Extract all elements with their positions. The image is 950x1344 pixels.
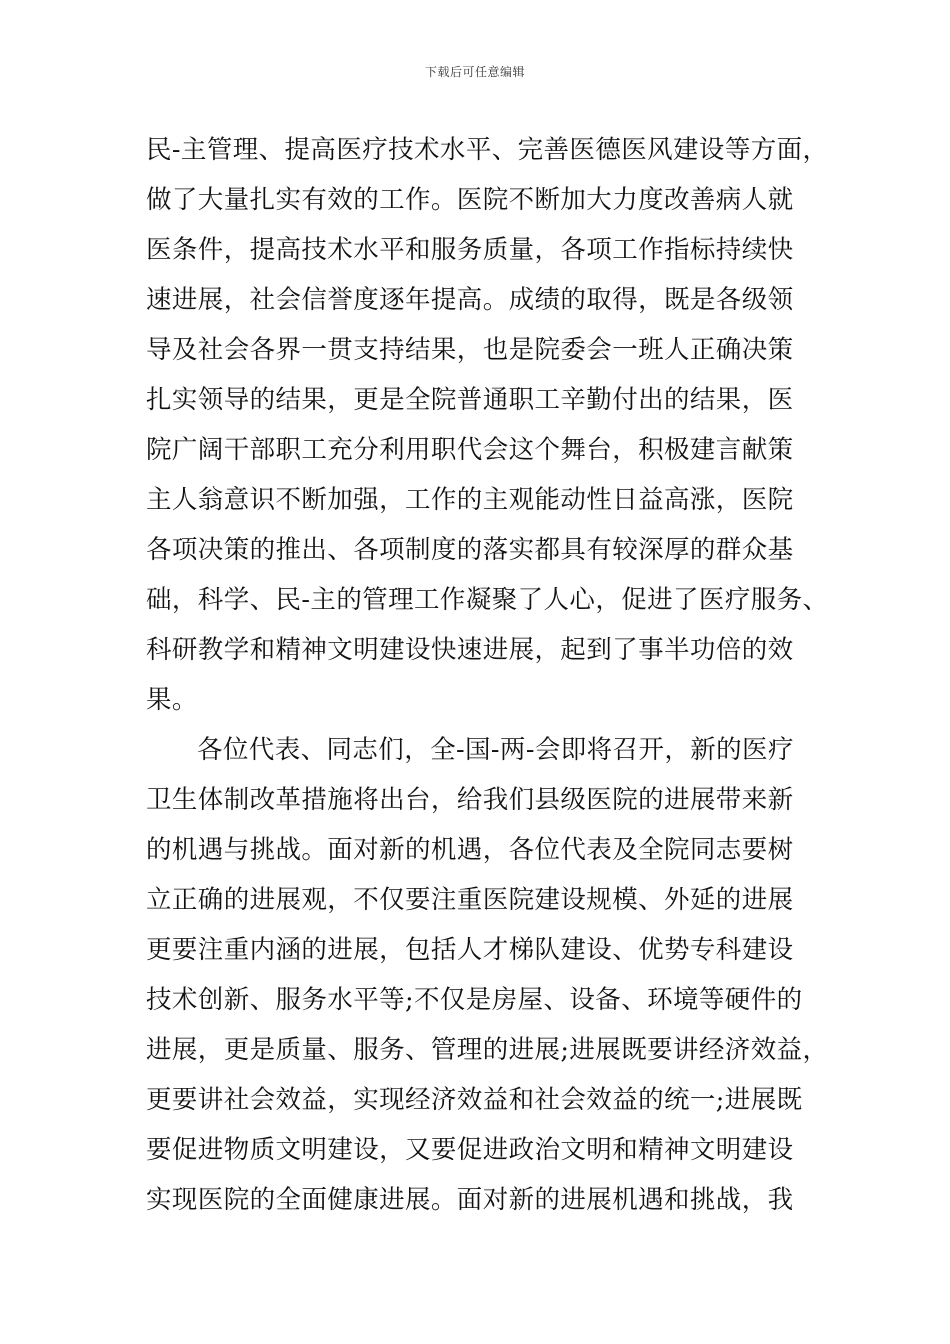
text-line: 医条件，提高技术水平和服务质量，各项工作指标持续快 <box>146 235 794 265</box>
page-header-note: 下载后可任意编辑 <box>424 65 525 79</box>
text-line: 科研教学和精神文明建设快速进展，起到了事半功倍的效 <box>146 635 794 665</box>
paragraph-1 <box>146 125 829 725</box>
text-line: 要促进物质文明建设，又要促进政治文明和精神文明建设 <box>146 1135 794 1165</box>
text-line: 做了大量扎实有效的工作。医院不断加大力度改善病人就 <box>146 185 794 215</box>
document-body <box>146 125 829 1225</box>
text-line: 卫生体制改革措施将出台，给我们县级医院的进展带来新 <box>146 785 794 815</box>
text-line: 立正确的进展观，不仅要注重医院建设规模、外延的进展 <box>146 885 794 915</box>
text-line: 础，科学、民-主的管理工作凝聚了人心，促进了医疗服务、 <box>146 585 829 615</box>
text-line: 实现医院的全面健康进展。面对新的进展机遇和挑战，我 <box>146 1185 794 1215</box>
text-line: 果。 <box>146 685 198 715</box>
text-line: 的机遇与挑战。面对新的机遇，各位代表及全院同志要树 <box>146 835 794 865</box>
text-line: 进展，更是质量、服务、管理的进展;进展既要讲经济效益， <box>146 1035 829 1065</box>
text-line: 扎实领导的结果，更是全院普通职工辛勤付出的结果，医 <box>146 385 794 415</box>
text-line: 各项决策的推出、各项制度的落实都具有较深厚的群众基 <box>146 535 794 565</box>
text-line: 速进展，社会信誉度逐年提高。成绩的取得，既是各级领 <box>146 285 794 315</box>
text-line: 各位代表、同志们，全-国-两-会即将召开，新的医疗 <box>197 735 794 765</box>
text-line: 民-主管理、提高医疗技术水平、完善医德医风建设等方面， <box>146 135 829 165</box>
text-line: 更要讲社会效益，实现经济效益和社会效益的统一;进展既 <box>146 1085 803 1115</box>
text-line: 技术创新、服务水平等;不仅是房屋、设备、环境等硬件的 <box>146 985 803 1015</box>
text-line: 主人翁意识不断加强，工作的主观能动性日益高涨，医院 <box>146 485 794 515</box>
text-line: 导及社会各界一贯支持结果，也是院委会一班人正确决策 <box>146 335 794 365</box>
text-line: 更要注重内涵的进展，包括人才梯队建设、优势专科建设 <box>146 935 794 965</box>
paragraph-2 <box>146 725 829 1225</box>
text-line: 院广阔干部职工充分利用职代会这个舞台，积极建言献策 <box>146 435 794 465</box>
